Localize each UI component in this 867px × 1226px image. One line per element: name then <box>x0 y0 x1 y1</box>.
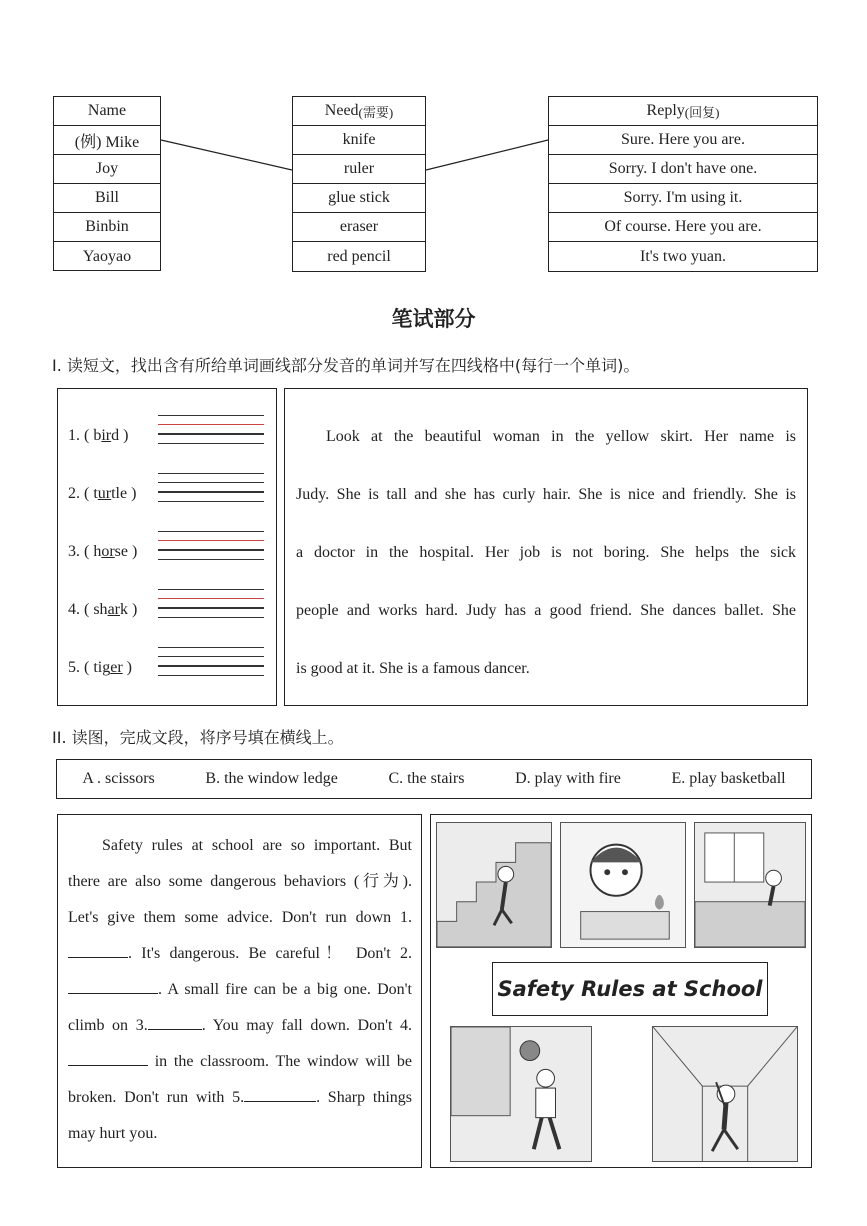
reading-passage <box>296 408 796 698</box>
four-line-grid-3[interactable] <box>158 531 264 568</box>
word-item-3 <box>68 543 137 561</box>
blank-num-2: 2. <box>400 945 412 962</box>
blank-num-5: 5. <box>232 1089 245 1106</box>
needs-header-zh: (需要) <box>358 104 394 120</box>
option-d: D. play with fire <box>515 770 621 787</box>
word-pre: ( sh <box>84 601 108 618</box>
blank-5[interactable] <box>244 1085 316 1102</box>
word-underlined: ar <box>107 601 120 618</box>
blank-3[interactable] <box>148 1013 202 1030</box>
word-pre: ( h <box>84 543 102 560</box>
story-part-6: . Sharp things may hurt you. <box>68 1089 412 1142</box>
four-line-grid-1[interactable] <box>158 415 264 452</box>
name-yaoyao: Yaoyao <box>82 247 132 265</box>
example-line-name <box>161 140 292 170</box>
name-bill: Bill <box>54 184 160 213</box>
word-num: 5. <box>68 659 80 676</box>
word-num: 1. <box>68 427 80 444</box>
reply-4: Of course. Here you are. <box>549 213 817 242</box>
word-underlined: ir <box>101 427 112 444</box>
reply-header-label: Reply <box>646 102 685 119</box>
options-box <box>56 759 812 799</box>
passage-line-3: a doctor in the hospital. Her job is not boring. She helps the sick <box>296 544 796 561</box>
example-line-reply <box>426 140 548 170</box>
word-post: ) <box>122 659 132 676</box>
reply-5: It's two yuan. <box>640 247 726 265</box>
blank-4[interactable] <box>68 1049 148 1066</box>
matching-lines <box>0 0 867 300</box>
section-title: 笔试部分 <box>391 307 476 331</box>
word-underlined: er <box>110 659 123 676</box>
word-pre: ( b <box>84 427 102 444</box>
names-header: Name <box>54 97 160 126</box>
name-joy: Joy <box>54 155 160 184</box>
reply-2: Sorry. I don't have one. <box>549 155 817 184</box>
need-knife: knife <box>293 126 425 155</box>
word-item-1 <box>68 427 128 445</box>
option-c: C. the stairs <box>388 770 465 787</box>
stairs-picture <box>436 822 552 948</box>
passage-line-4: people and works hard. Judy has a good friend. She dances ballet. She <box>296 602 796 619</box>
name-binbin: Binbin <box>54 213 160 242</box>
blank-num-1: 1. <box>400 909 412 926</box>
option-a: A . scissors <box>82 770 155 787</box>
blank-2[interactable] <box>68 977 158 994</box>
scissors-picture <box>652 1026 798 1162</box>
passage-line-2: Judy. She is tall and she has curly hair. She is nice and friendly. She is <box>296 486 796 503</box>
four-line-grid-2[interactable] <box>158 473 264 510</box>
basketball-picture <box>450 1026 592 1162</box>
word-post: se ) <box>114 543 138 560</box>
need-eraser: eraser <box>293 213 425 242</box>
needs-header-label: Need <box>324 102 359 119</box>
word-underlined: or <box>101 543 115 560</box>
safety-banner: Safety Rules at School <box>492 962 768 1016</box>
option-b: B. the window ledge <box>205 770 338 787</box>
word-num: 2. <box>68 485 80 502</box>
word-pre: ( tig <box>84 659 111 676</box>
passage-line-1: Look at the beautiful woman in the yellow skirt. Her name is <box>326 428 796 445</box>
word-item-4 <box>68 601 137 619</box>
word-pre: ( t <box>84 485 98 502</box>
need-red-pencil: red pencil <box>327 247 391 265</box>
part1-instruction: I. 读短文，找出含有所给单词画线部分发音的单词并写在四线格中(每行一个单词)。 <box>52 356 640 375</box>
word-item-5 <box>68 659 132 677</box>
reply-header-zh: (回复) <box>684 104 720 120</box>
window-picture <box>694 822 806 948</box>
reply-1: Sure. Here you are. <box>549 126 817 155</box>
blank-num-3: 3. <box>135 1017 148 1034</box>
name-mike: (例) Mike <box>54 126 160 155</box>
four-line-grid-4[interactable] <box>158 589 264 626</box>
word-underlined: ur <box>97 485 112 502</box>
word-post: d ) <box>111 427 129 444</box>
word-num: 4. <box>68 601 80 618</box>
story-part-1: Safety rules at school are so important. But there are also some dangerous behaviors (行为). Let's give them some advice. Don't run down <box>68 837 412 926</box>
story-part-5: in the classroom. The window will be broken. Don't run with <box>68 1053 413 1106</box>
story-part-4: . You may fall down. Don't <box>201 1017 393 1034</box>
passage-line-5: is good at it. She is a famous dancer. <box>296 660 530 677</box>
story-text <box>68 828 412 1152</box>
word-item-2 <box>68 485 136 503</box>
need-glue-stick: glue stick <box>293 184 425 213</box>
four-line-grid-5[interactable] <box>158 647 264 684</box>
part2-instruction: II. 读图，完成文段，将序号填在横线上。 <box>52 728 344 747</box>
option-e: E. play basketball <box>671 770 786 787</box>
blank-num-4: 4. <box>400 1017 413 1034</box>
story-part-3: . A small fire can be a big one. Don't climb on <box>68 981 412 1034</box>
word-post: k ) <box>120 601 138 618</box>
reply-3: Sorry. I'm using it. <box>549 184 817 213</box>
need-ruler: ruler <box>293 155 425 184</box>
fire-picture <box>560 822 686 948</box>
word-post: tle ) <box>111 485 137 502</box>
story-part-2: . It's dangerous. Be careful！ Don't <box>128 945 391 962</box>
word-num: 3. <box>68 543 80 560</box>
blank-1[interactable] <box>68 941 128 958</box>
